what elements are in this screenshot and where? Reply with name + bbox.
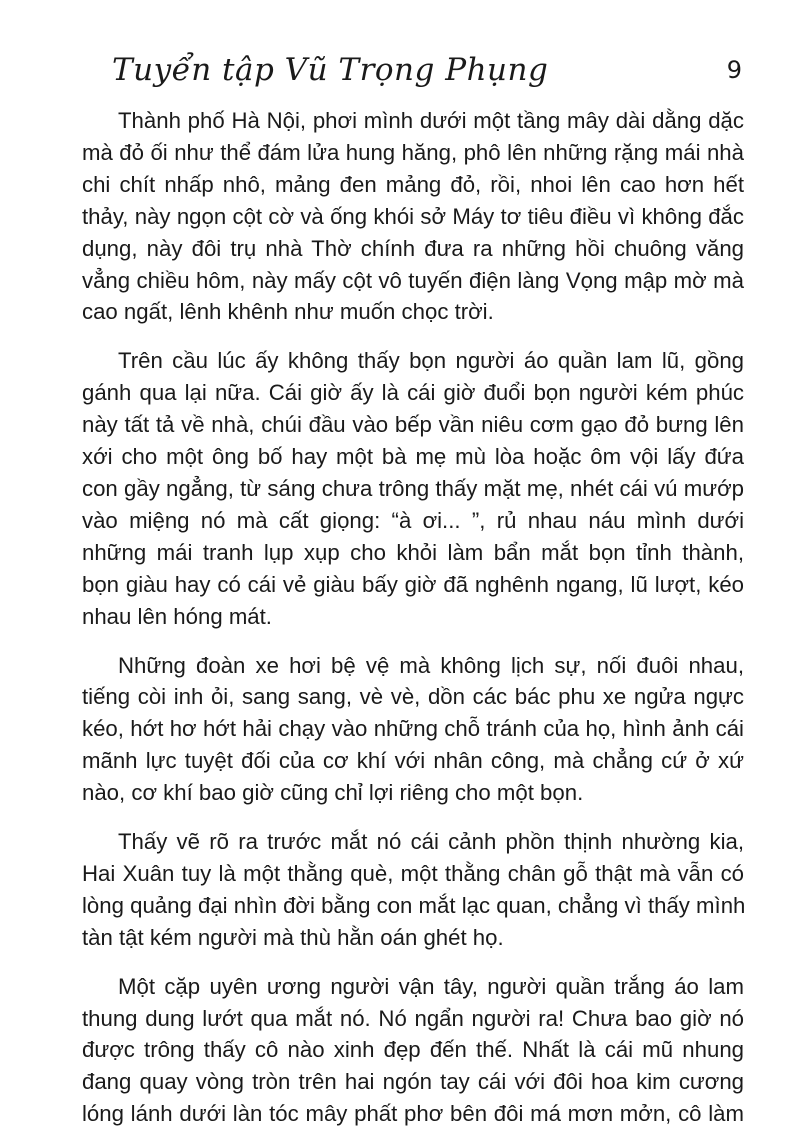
text-line: vào miệng nó mà cất giọng: “à ơi... ”, rủ nhau náu mình dưới [82,507,744,533]
text-line: đang quay vòng tròn trên hai ngón tay cái với đôi hoa kim cương [82,1069,744,1095]
text-line: những mái tranh lụp xụp cho khỏi làm bẩn mắt bọn tỉnh thành, [82,539,744,565]
text-line: thảy, này ngọn cột cờ và ống khói sở Máy tơ tiêu điều vì không đắc [82,203,744,229]
body-text [82,105,744,1147]
text-line: tiếng còi inh ỏi, sang sang, vè vè, dồn các bác phu xe ngửa ngực [82,684,744,710]
paragraph [82,105,744,328]
text-line: nào, cơ khí bao giờ cũng chỉ lợi riêng cho một bọn. [82,780,584,806]
text-line: vẳng chiều hôm, này mấy cột vô tuyến điện làng Vọng mập mờ mà [82,267,744,293]
text-line: kéo, hớt hơ hớt hải chạy vào những chỗ tránh của họ, hình ảnh cái [82,716,744,742]
text-line: Thành phố Hà Nội, phơi mình dưới một tầng mây dài dằng dặc [118,108,744,133]
text-line: lòng quảng đại nhìn đời bằng con mắt lạc quan, chẳng vì thấy mình [82,892,746,918]
text-line: nhau lên hóng mát. [82,603,272,629]
text-line: chi chít nhấp nhô, mảng đen mảng đỏ, rồi, nhoi lên cao hơn hết [82,171,744,197]
page-number: 9 [726,56,742,84]
text-line: lóng lánh dưới làn tóc mây phất phơ bên đôi má mơn mởn, cô làm [82,1101,744,1127]
text-line: Những đoàn xe hơi bệ vệ mà không lịch sự, nối đuôi nhau, [118,652,744,678]
running-header [112,52,742,96]
text-line: mãnh lực tuyệt đối của cơ khí với nhân công, mà chẳng cứ ở xứ [82,748,744,774]
paragraph [82,971,744,1131]
text-line: Trên cầu lúc ấy không thấy bọn người áo quần lam lũ, gồng [118,348,744,374]
book-title: Tuyển tập Vũ Trọng Phụng [112,52,549,88]
text-line: Hai Xuân tuy là một thằng què, một thằng chân gỗ thật mà vẫn có [82,860,744,886]
text-line: con gầy ngẳng, từ sáng chưa trông thấy mặt mẹ, nhét cái vú mướp [82,475,744,501]
text-line: tàn tật kém người mà thù hằn oán ghét họ. [82,924,504,950]
text-line: cao ngất, lênh khênh như muốn chọc trời. [82,299,494,325]
paragraph [82,650,744,810]
text-line: được trông thấy cô nào xinh đẹp đến thế. Nhất là cái mũ nhung [82,1037,744,1063]
text-line: dụng, này đôi trụ nhà Thờ chính đưa ra những hồi chuông văng [82,235,744,261]
text-line: bọn giàu hay có cái vẻ giàu bấy giờ đã nghênh ngang, lũ lượt, kéo [82,571,744,597]
text-line: này tất tả về nhà, chúi đầu vào bếp vần niêu cơm gạo đỏ bưng lên [82,412,744,438]
text-line: xới cho một ông bố hay một bà mẹ mù lòa hoặc ôm vội lấy đứa [82,444,744,470]
text-line: Thấy vẽ rõ ra trước mắt nó cái cảnh phồn thịnh nhường kia, [118,829,744,855]
text-line: mà đỏ ối như thể đám lửa hung hăng, phô lên những rặng mái nhà [82,139,744,165]
text-line: thung dung lướt qua mắt nó. Nó ngẩn người ra! Chưa bao giờ nó [82,1005,744,1031]
text-line: Một cặp uyên ương người vận tây, người quần trắng áo lam [118,973,744,999]
text-line: gánh qua lại nữa. Cái giờ ấy là cái giờ đuổi bọn người kém phúc [82,380,744,406]
paragraph [82,826,744,954]
paragraph [82,345,744,632]
